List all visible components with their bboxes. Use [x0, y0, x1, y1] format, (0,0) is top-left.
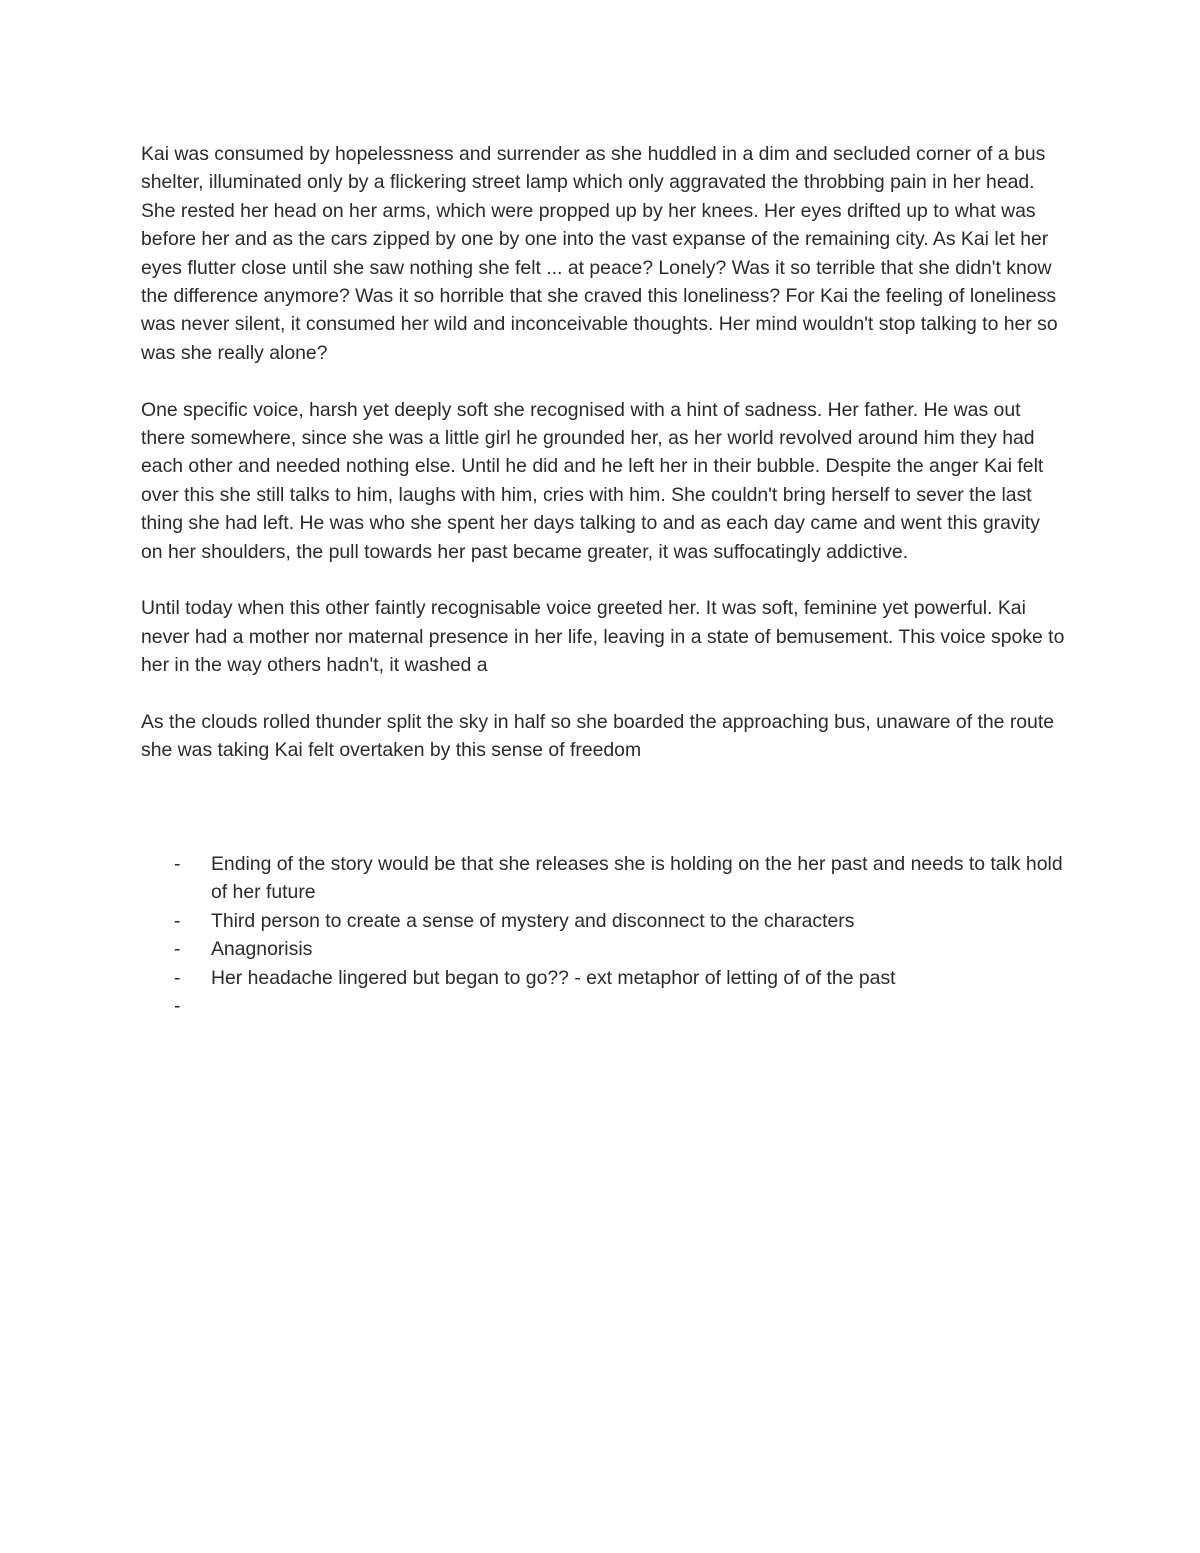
- bullet-dash: -: [174, 938, 181, 961]
- story-paragraph-1: Kai was consumed by hopelessness and surrender as she huddled in a dim and secluded corner of a bus shelter, illuminated only by a flickering street lamp which only aggravated the throbbing pain in her head. She rested her head on her arms, which were propped up by her knees. Her eyes drifted up to what was before her and as the cars zipped by one by one into the vast expanse of the remaining city. As Kai let her eyes flutter close until she saw nothing she felt ... at peace? Lonely? Was it so terrible that she didn't know the difference anymore? Was it so horrible that she craved this loneliness? For Kai the feeling of loneliness was never silent, it consumed her wild and inconceivable thoughts. Her mind wouldn't stop talking to her so was she really alone?: [141, 143, 1058, 364]
- story-paragraph-3: Until today when this other faintly recognisable voice greeted her. It was soft, feminine yet powerful. Kai never had a mother nor maternal presence in her life, leaving in a state of bemusement. This voice spoke to her in the way others hadn't, it washed a: [141, 597, 1065, 677]
- bullet-dash: -: [174, 966, 181, 989]
- bullet-dash: -: [174, 909, 181, 932]
- note-text: Her headache lingered but began to go?? - ext metaphor of letting of of the past: [211, 966, 896, 989]
- note-item-3: [141, 935, 1066, 963]
- bullet-dash: -: [174, 995, 181, 1018]
- note-text: Third person to create a sense of mystery and disconnect to the characters: [211, 909, 855, 932]
- note-item-2: [141, 907, 1066, 935]
- story-paragraph-4: As the clouds rolled thunder split the sky in half so she boarded the approaching bus, unaware of the route she was taking Kai felt overtaken by this sense of freedom: [141, 711, 1055, 762]
- note-text: Anagnorisis: [211, 938, 313, 961]
- document-body: [141, 140, 1066, 1021]
- bullet-dash: -: [174, 853, 181, 876]
- blank-space: [141, 793, 1066, 850]
- story-paragraph-2: One specific voice, harsh yet deeply soft she recognised with a hint of sadness. Her father. He was out there somewhere, since she was a little girl he grounded her, as her world revolved around him they had each other and needed nothing else. Until he did and he left her in their bubble. Despite the anger Kai felt over this she still talks to him, laughs with him, cries with him. She couldn't bring herself to sever the last thing she had left. He was who she spent her days talking to and as each day came and went this gravity on her shoulders, the pull towards her past became greater, it was suffocatingly addictive.: [141, 398, 1044, 563]
- planning-notes-list: [141, 850, 1066, 1020]
- note-item-5: [141, 992, 1066, 1020]
- note-item-4: [141, 964, 1066, 992]
- note-item-1: [141, 850, 1066, 907]
- note-text: Ending of the story would be that she releases she is holding on the her past and needs to talk hold of her future: [211, 853, 1063, 904]
